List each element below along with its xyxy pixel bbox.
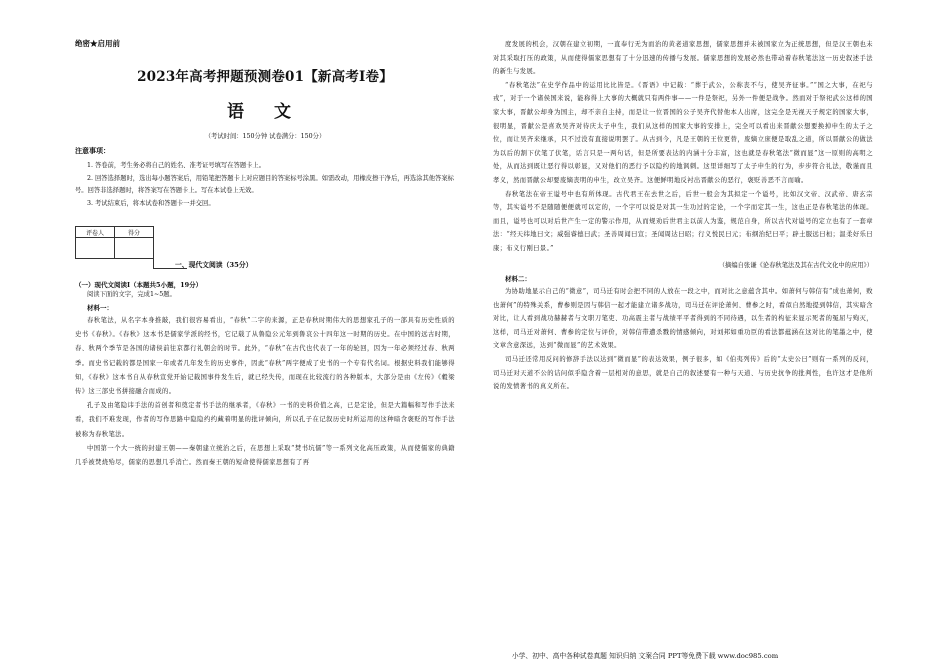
section-heading: 一、现代文阅读（35分）	[175, 261, 253, 269]
subject-title: 语 文	[227, 102, 303, 122]
connector-line-vertical	[153, 242, 154, 268]
paper-title: 2023年高考押题预测卷01【新高考Ⅰ卷】	[137, 69, 393, 85]
reviewer-blank	[76, 238, 115, 259]
reviewer-cell: 评卷人	[76, 227, 115, 238]
footer-text: 小学、初中、高中各种试卷真题 知识归纳 文案合同 PPT等免费下载 www.doc985.com	[511, 652, 779, 660]
score-cell: 得分	[115, 227, 154, 238]
passage-paragraph: 度发展的机会，汉朝在建立初期，一直奉行无为而治的黄老道家思想，儒家思想并未被国家立为正统思想，但是汉王朝也未对其采取打压的政策，从而使得儒家思想有了十分迅速的传播与发展。儒家思想的发展必然也带动着春秋笔法这一历史叙述手法的新生与发展。	[493, 41, 873, 76]
score-table	[75, 226, 154, 259]
passage-paragraph: 孔子及由笔隐讳手法的首创者和奠定者书手法的继承者，《春秋》一书的史料价值之高，已是定论，但是大篇幅和写作手法来看，我们不难发现，作者的写作思路中隐隐约约藏着明显的批评倾向，所以孔子在记叙历史时所运用的这种暗含褒贬的写作手法被称为春秋笔法。	[75, 402, 455, 438]
score-blank	[115, 238, 154, 259]
notice-item: 3. 考试结束后，将本试卷和答题卡一并交回。	[87, 199, 215, 207]
secret-label: 绝密★启用前	[75, 39, 120, 48]
subsection-heading: （一）现代文阅读Ⅰ（本题共5小题，19分）	[75, 281, 203, 289]
left-column	[75, 38, 455, 470]
score-box-area	[75, 226, 455, 274]
page-footer	[0, 650, 950, 660]
passage-paragraph: 春秋笔法在帝王谥号中也有所体现。古代君王在去世之后，后世一般会为其拟定一个谥号，比如汉文帝、汉武帝、唐玄宗等，其实谥号不是随随便便就可以定的，一个字可以说是对其一生功过的定论，一个字而定其一生，这也正是春秋笔法的体现。而且，谥号也可以对后世产生一定的警示作用，从而规劝后世君主以前人为鉴，规范自身，所以古代对谥号的定立也有了一套章法：“经天纬地曰文；威强睿德曰武；圣善周闻曰宣；圣闻周达曰昭；行义悦民曰元；布纲治纪曰平；辟土服远曰桓；温柔好乐曰康；布义行刚曰景。”	[493, 190, 873, 252]
right-column	[493, 38, 873, 394]
passage-paragraph: 为协助地显示自己的“微意”，司马迁有时会把不同的人放在一段之中，而对比之意蕴含其中。如萧何与韩信有“成也萧何，败也萧何”的特殊关系，曹参则是因与韩信一起才能建立诸多战功，司马迁在评论萧何、曹参之时，看似自然地提到韩信，其实暗含对比，让人看到战功赫赫者与文职刀笔吏、功高震主者与战绩平平者得到的不同待遇，以生者的构征来显示死者的冤屈与殉灭，这样，司马迁对萧何、曹参的定位与评价，对韩信带遭杀戮的情感倾向，对刘邦如重功臣的看法都蕴涵在这对比的笔墨之中，使文章含意深远，达到“微而显”的艺术效果。	[493, 288, 873, 350]
passage-paragraph: 春秋笔法，从名字本身推敲，我们很容易看出，“春秋”二字的来源，正是春秋时期伟大的思想家孔子的一部具有历史性质的史书《春秋》。《春秋》这本书是儒家学派的经书，它记载了从鲁隐公元年到鲁哀公十四年这一时期的历史。在中国的远古时期，春、秋两个季节是各国的诸侯前往京都行礼朝会的时节。此外，“春秋”在古代也代表了一年的轮回，因为一年必须经过春、秋两季。而史书记载的都是国家一年或者几年发生的历史事件，因此“春秋”两字便成了史书的一个专有代名词。根据史料我们能够得知，《春秋》这本书自从春秋宣党开始记载国事件发生后，就已经失传，而现在比较流行的各种版本，大部分是由《左传》《穀梁传》这三部史书拼接融合而成的。	[75, 317, 455, 396]
passage-paragraph: “春秋笔法”在史学作品中的运用比比皆是。《晋语》中记载：“葬于武公，公称丧不与，使吴齐征事。”“国之大事，在祀与戎”，对于一个诸侯国来说，能称得上大事的大概就只有两件事——一件是祭祀，另外一件便是战争。然而对于祭祀武公这样的国家大事，晋献公却身为国主，却不亲自主持，而是让一位晋国的公子吴齐代替他本人出席，这完全是无视天子规定的国家大事，很明显，晋献公是喜欢吴齐对待庆太子申生，我们从这样的国家大事的安排上，完全可以看出来晋献公想要换掉申生的太子之位，而让吴齐来继承，只不过没有直接说明罢了。从古到今，凡是王朝的王位更替，废嫡立庶便是取乱之道，所以晋献公的做法为以后的割下伏笔了伏笔，话言只是一两句话，但是所要表达的内涵十分丰富，这也就是春秋笔法“微而显”这一原则的高明之处，从而达到既让恶行得以彰显，又对他们的恶行予以隐约的地讽刺。这里详细写了太子申生的行为，步步符合礼法，敬谨而且孝义，然而晋献公却要废嫡丧明的申生，改立吴齐。这便鲜明地反衬出晋献公的恶行，褒贬善恶不言而喻。	[493, 81, 873, 184]
source-note: （摘编自张谦《论春秋笔法及其在古代文化中的应用》）	[718, 261, 873, 269]
material-one-label: 材料一：	[87, 303, 113, 312]
material-two-label: 材料二：	[505, 274, 531, 283]
reading-instruction: 阅读下面的文字，完成1~5题。	[87, 291, 176, 298]
notice-item: 2. 回答选择题时，选出每小题答案后，用铅笔把答题卡上对应题目的答案标号涂黑。如需改动，用橡皮擦干净后，再选涂其他答案标号。回答非选择题时，将答案写在答题卡上。写在本试卷上无效。	[75, 174, 454, 194]
notice-heading: 注意事项：	[75, 146, 110, 155]
passage-paragraph: 中国第一个大一统的封建王朝——秦朝建立统治之后，在思想上采取“焚书坑儒”等一系列文化高压政策，从而使儒家的典籍几乎被焚烧殆尽，儒家的思想几乎消亡。然而秦王朝的短命使得儒家思想有了再	[75, 444, 455, 467]
passage-paragraph: 司马迁还常用反问的修辞手法以达到“微而显”的表达效果，例子很多，如《伯夷列传》后的“太史公曰”则有一系列的反问，司马迁对天道不公的诘问似乎隐含着一层相对的意思，就是自己的叙述要有一种与天道、与历史抗争的批判性，也许这才是他所说的发愤著书的真义所在。	[493, 355, 873, 391]
notice-item: 1. 答卷前，考生务必将自己的姓名、准考证号填写在答题卡上。	[87, 162, 266, 169]
exam-info: （考试时间：150分钟 试卷满分：150分）	[204, 133, 326, 140]
